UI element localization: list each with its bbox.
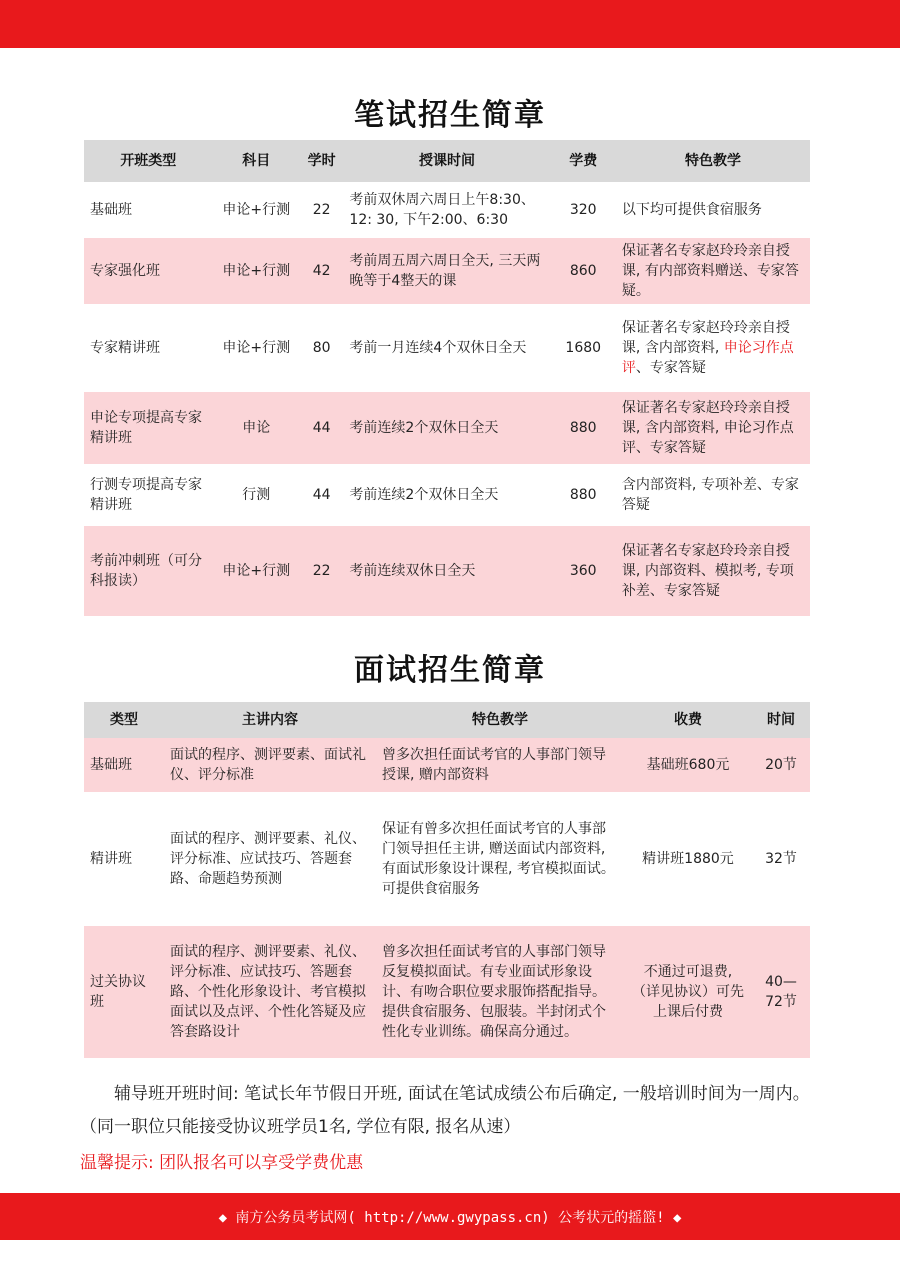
fee: 1680 — [565, 340, 602, 356]
content: 面试的程序、测评要素、礼仪、评分标准、应试技巧、答题套路、个性化形象设计、考官模拟面试以及点评、个性化答疑及应答套路设计 — [164, 926, 376, 1058]
table-header-row — [84, 140, 810, 182]
schedule: 考前连续2个双休日全天 — [343, 392, 550, 464]
col-header: 时间 — [752, 702, 810, 738]
table-header-row — [84, 702, 810, 738]
subject: 申论+行测 — [222, 340, 291, 356]
time: 32节 — [765, 851, 797, 867]
col-header: 特色教学 — [376, 702, 624, 738]
fee: 860 — [551, 238, 616, 304]
hours: 22 — [312, 202, 331, 218]
feature-text: 、专家答疑 — [635, 360, 706, 376]
feature: 曾多次担任面试考官的人事部门领导反复模拟面试。有专业面试形象设计、有吻合职位要求服饰搭配指导。提供食宿服务、包服装。半封闭式个性化专业训练。确保高分通过。 — [376, 926, 624, 1058]
col-header: 主讲内容 — [164, 702, 376, 738]
col-header: 授课时间 — [343, 140, 550, 182]
feature: 曾多次担任面试考官的人事部门领导授课, 赠内部资料 — [376, 738, 624, 792]
class-type: 基础班 — [84, 738, 164, 792]
written-exam-title: 笔试招生简章 — [354, 98, 546, 133]
subject: 申论 — [213, 392, 300, 464]
written-exam-table — [84, 140, 810, 616]
schedule: 考前连续2个双休日全天 — [349, 487, 499, 503]
content: 面试的程序、测评要素、面试礼仪、评分标准 — [164, 738, 376, 792]
feature — [616, 304, 810, 392]
interview-table — [84, 702, 810, 1058]
table-row — [84, 526, 810, 616]
schedule: 考前一月连续4个双休日全天 — [349, 340, 527, 356]
feature-highlight: 申论习作点评 — [621, 340, 794, 376]
hours: 44 — [300, 392, 344, 464]
class-type: 专家精讲班 — [90, 340, 160, 356]
col-header: 类型 — [84, 702, 164, 738]
col-header: 学时 — [300, 140, 344, 182]
fee: 880 — [551, 392, 616, 464]
feature: 保证著名专家赵玲玲亲自授课, 有内部资料赠送、专家答疑。 — [616, 238, 810, 304]
table-row — [84, 738, 810, 792]
discount-notice: 温馨提示: 团队报名可以享受学费优惠 — [80, 1153, 364, 1173]
time: 20节 — [752, 738, 810, 792]
fee: 不通过可退费,（详见协议）可先上课后付费 — [624, 926, 752, 1058]
feature: 保证著名专家赵玲玲亲自授课, 含内部资料, 申论习作点评、专家答疑 — [616, 392, 810, 464]
class-type: 行测专项提高专家精讲班 — [90, 477, 202, 513]
interview-title: 面试招生简章 — [354, 653, 546, 688]
fee: 360 — [551, 526, 616, 616]
subject: 申论+行测 — [213, 238, 300, 304]
hours: 80 — [312, 340, 331, 356]
table-row — [84, 792, 810, 926]
fee: 320 — [569, 202, 597, 218]
class-type: 精讲班 — [90, 851, 132, 867]
col-header: 开班类型 — [84, 140, 213, 182]
fee: 基础班680元 — [624, 738, 752, 792]
feature: 含内部资料, 专项补差、专家答疑 — [621, 477, 799, 513]
class-type: 基础班 — [90, 202, 132, 218]
class-type: 过关协议班 — [84, 926, 164, 1058]
table-row — [84, 182, 810, 238]
table-row — [84, 392, 810, 464]
col-header: 科目 — [213, 140, 300, 182]
feature: 以下均可提供食宿服务 — [621, 202, 762, 218]
subject: 申论+行测 — [222, 202, 291, 218]
schedule: 考前双休周六周日上午8:30、12: 30, 下午2:00、6:30 — [349, 192, 535, 228]
table-row — [84, 304, 810, 392]
footer-banner: ◆ 南方公务员考试网( http://www.gwypass.cn) 公考状元的摇篮! ◆ — [0, 1193, 900, 1240]
feature: 保证著名专家赵玲玲亲自授课, 内部资料、模拟考, 专项补差、专家答疑 — [616, 526, 810, 616]
hours: 42 — [300, 238, 344, 304]
content: 面试的程序、测评要素、礼仪、评分标准、应试技巧、答题套路、命题趋势预测 — [170, 831, 366, 887]
class-type: 专家强化班 — [84, 238, 213, 304]
col-header: 收费 — [624, 702, 752, 738]
schedule-paragraph: 辅导班开班时间: 笔试长年节假日开班, 面试在笔试成绩公布后确定, 一般培训时间为一周内。（同一职位只能接受协议班学员1名, 学位有限, 报名从速） — [80, 1084, 810, 1137]
col-header: 特色教学 — [616, 140, 810, 182]
table-row — [84, 238, 810, 304]
schedule: 考前连续双休日全天 — [343, 526, 550, 616]
fee: 精讲班1880元 — [642, 851, 734, 867]
feature: 保证有曾多次担任面试考官的人事部门领导担任主讲, 赠送面试内部资料, 有面试形象设计课程, 考官模拟面试。可提供食宿服务 — [382, 821, 615, 897]
subject: 申论+行测 — [213, 526, 300, 616]
hours: 44 — [312, 487, 331, 503]
time: 40—72节 — [752, 926, 810, 1058]
table-row — [84, 464, 810, 526]
top-red-bar — [0, 0, 900, 48]
schedule: 考前周五周六周日全天, 三天两晚等于4整天的课 — [343, 238, 550, 304]
hours: 22 — [300, 526, 344, 616]
table-row — [84, 926, 810, 1058]
fee: 880 — [569, 487, 597, 503]
class-type: 申论专项提高专家精讲班 — [84, 392, 213, 464]
class-type: 考前冲刺班（可分科报读） — [84, 526, 213, 616]
feature-text: 保证著名专家赵玲玲亲自授课, 含内部资料, — [621, 320, 790, 356]
col-header: 学费 — [551, 140, 616, 182]
subject: 行测 — [242, 487, 271, 503]
